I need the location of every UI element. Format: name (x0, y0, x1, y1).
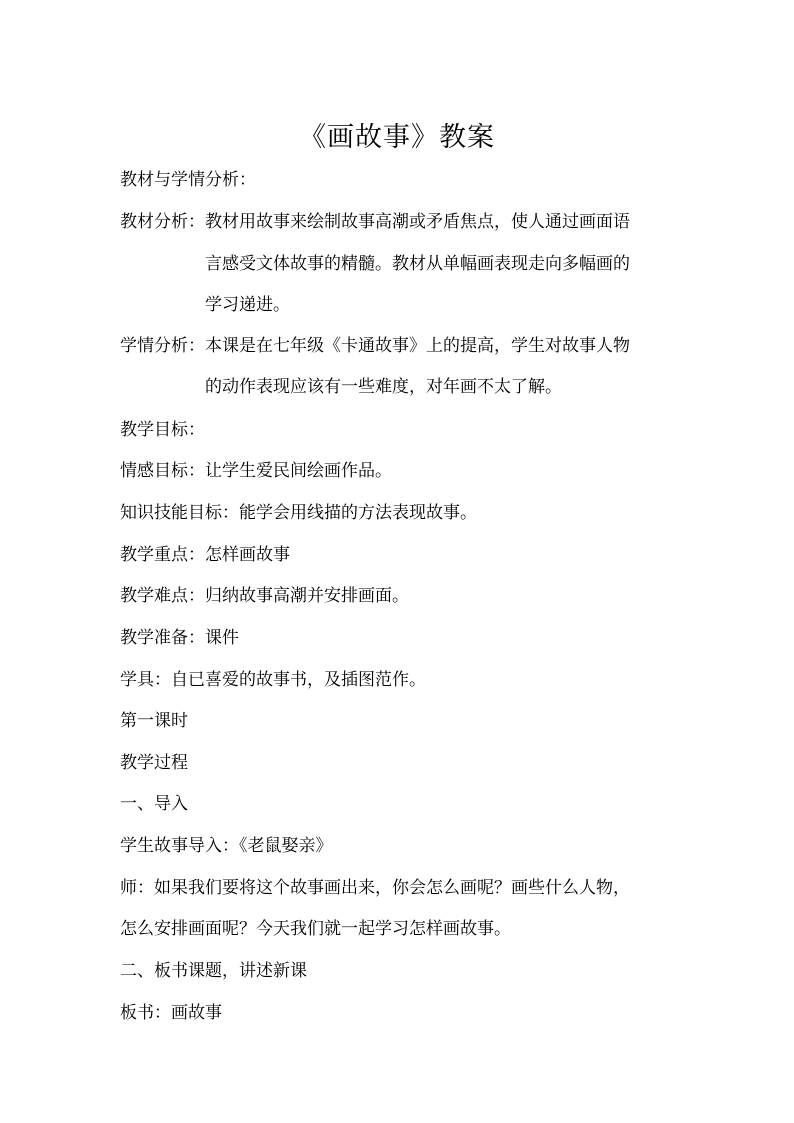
student-analysis-line-2: 的动作表现应该有一些难度，对年画不太了解。 (205, 377, 562, 397)
skill-goal: 知识技能目标：能学会用线描的方法表现故事。 (120, 503, 477, 523)
section-heading-goals: 教学目标： (120, 420, 205, 440)
textbook-analysis-line-3: 学习递进。 (205, 295, 290, 315)
teacher-speech-line-1: 师：如果我们要将这个故事画出来，你会怎么画呢？画些什么人物， (120, 878, 630, 898)
section-heading-analysis: 教材与学情分析： (120, 170, 256, 190)
student-analysis-line-1: 学情分析：本课是在七年级《卡通故事》上的提高，学生对故事人物 (120, 336, 630, 356)
board-writing: 板书：画故事 (120, 1003, 222, 1023)
document-title: 《画故事》教案 (299, 122, 495, 153)
difficult-point: 教学难点：归纳故事高潮并安排画面。 (120, 586, 409, 606)
first-lesson: 第一课时 (120, 711, 188, 731)
step-one-heading: 一、导入 (120, 794, 188, 814)
teaching-preparation: 教学准备：课件 (120, 628, 239, 648)
textbook-analysis-line-2: 言感受文体故事的精髓。教材从单幅画表现走向多幅画的 (205, 254, 630, 274)
story-introduction: 学生故事导入：《老鼠娶亲》 (120, 836, 333, 856)
teaching-process: 教学过程 (120, 753, 188, 773)
step-two-heading: 二、板书课题，讲述新课 (120, 961, 307, 981)
learning-tools: 学具：自已喜爱的故事书，及插图范作。 (120, 670, 426, 690)
key-point: 教学重点：怎样画故事 (120, 545, 290, 565)
teacher-speech-line-2: 怎么安排画面呢？今天我们就一起学习怎样画故事。 (120, 919, 511, 939)
emotion-goal: 情感目标：让学生爱民间绘画作品。 (120, 461, 392, 481)
textbook-analysis-line-1: 教材分析：教材用故事来绘制故事高潮或矛盾焦点，使人通过画面语 (120, 212, 630, 232)
